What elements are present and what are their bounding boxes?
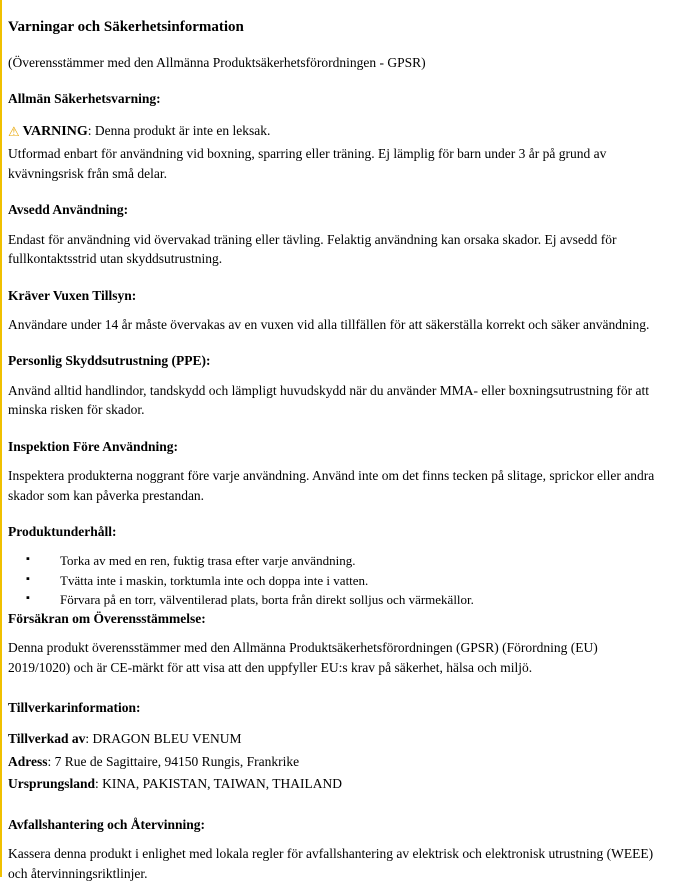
intended-use-text: Endast för användning vid övervakad träning eller tävling. Felaktig användning kan orsaka skador. Ej avsedd för fullkontaktsstrid utan skyddsutrustning. (8, 231, 617, 267)
general-safety-warning-line (8, 121, 663, 142)
origin-line (8, 774, 663, 794)
origin-label: Ursprungsland (8, 775, 96, 791)
section-heading-intended-use: Avsedd Användning: (8, 202, 129, 218)
section-heading-disposal: Avfallshantering och Återvinning: (8, 817, 206, 833)
warning-triangle-icon: ⚠ (8, 123, 20, 139)
manufacturer-line (8, 729, 663, 749)
adult-supervision-text: Användare under 14 år måste övervakas av en vuxen vid alla tillfällen för att säkerställa korrekt och säker användning. (8, 316, 650, 332)
section-heading-adult-supervision: Kräver Vuxen Tillsyn: (8, 287, 137, 303)
document-subtitle: (Överensstämmer med den Allmänna Produktsäkerhetsförordningen - GPSR) (8, 54, 426, 70)
manufacturer-value: : DRAGON BLEU VENUM (85, 731, 242, 747)
section-heading-ppe: Personlig Skyddsutrustning (PPE): (8, 353, 211, 369)
maintenance-list (8, 551, 663, 610)
section-heading-inspection: Inspektion Före Användning: (8, 438, 179, 454)
disposal-text: Kassera denna produkt i enlighet med lokala regler för avfallshantering av elektrisk och elektronisk utrustning (WEEE) och återvinningsriktlinjer. (8, 846, 654, 881)
list-item: ▪ Torka av med en ren, fuktig trasa efter varje användning. (26, 551, 663, 571)
section-heading-maintenance: Produktunderhåll: (8, 524, 117, 540)
section-heading-general-safety: Allmän Säkerhetsvarning: (8, 90, 161, 106)
left-accent-rule (0, 0, 2, 877)
manufacturer-label: Tillverkad av (8, 731, 86, 747)
list-item: ▪ Tvätta inte i maskin, torktumla inte och doppa inte i vatten. (26, 571, 663, 591)
warning-word: VARNING (22, 123, 88, 139)
section-heading-conformity: Försäkran om Överensstämmelse: (8, 610, 206, 626)
origin-value: : KINA, PAKISTAN, TAIWAN, THAILAND (95, 775, 343, 791)
section-heading-manufacturer: Tillverkarinformation: (8, 700, 141, 716)
address-label: Adress (8, 753, 48, 769)
manufacturer-info-block (8, 729, 663, 794)
warning-lead-text: : Denna produkt är inte en leksak. (87, 122, 271, 138)
page-title: Varningar och Säkerhetsinformation (8, 19, 244, 35)
ppe-text: Använd alltid handlindor, tandskydd och lämpligt huvudskydd när du använder MMA- eller boxningsutrustning för att minska risken för skador. (8, 382, 649, 418)
address-line (8, 752, 663, 772)
list-item: ▪ Förvara på en torr, välventilerad plats, borta från direkt solljus och värmekällor. (26, 590, 663, 610)
address-value: : 7 Rue de Sagittaire, 94150 Rungis, Frankrike (47, 753, 300, 769)
inspection-text: Inspektera produkterna noggrant före varje användning. Använd inte om det finns tecken på slitage, sprickor eller andra skador som kan påverka prestandan. (8, 468, 655, 503)
conformity-text: Denna produkt överensstämmer med den Allmänna Produktsäkerhetsförordningen (GPSR) (Förordning (EU) 2019/1020) och är CE-märkt för att visa att den uppfyller EU:s krav på säkerhet, hälsa och miljö. (8, 640, 598, 675)
general-safety-warning-body: Utformad enbart för användning vid boxning, sparring eller träning. Ej lämplig för barn under 3 år på grund av kvävningsrisk från små delar. (8, 146, 607, 181)
document-content (4, 18, 663, 884)
